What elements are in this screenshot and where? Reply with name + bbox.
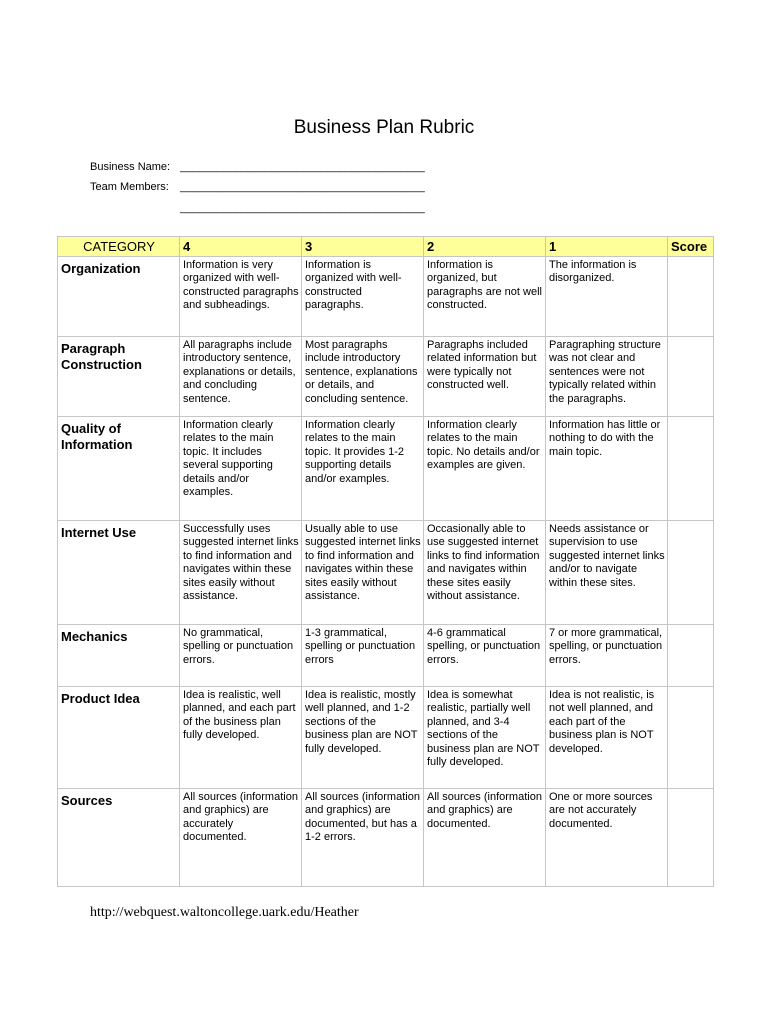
score-cell[interactable] [668,687,714,789]
header-level-3: 3 [302,237,424,257]
table-row [58,789,714,887]
table-cell: All paragraphs include introductory sentence, explanations or details, and concluding sentence. [180,337,302,417]
row-category: Paragraph Construction [58,337,180,417]
table-cell: 1-3 grammatical, spelling or punctuation errors [302,625,424,687]
table-header-row [58,237,714,257]
table-cell: Usually able to use suggested internet links to find information and navigates within these sites easily without assistance. [302,521,424,625]
table-row [58,337,714,417]
score-cell[interactable] [668,257,714,337]
table-cell: Information clearly relates to the main topic. It includes several supporting details and/or examples. [180,417,302,521]
row-category: Internet Use [58,521,180,625]
table-cell: Information is organized with well-constructed paragraphs. [302,257,424,337]
team-members-row [90,180,425,194]
table-cell: Idea is somewhat realistic, partially well planned, and 3-4 sections of the business plan are NOT fully developed. [424,687,546,789]
table-cell: One or more sources are not accurately documented. [546,789,668,887]
score-cell[interactable] [668,417,714,521]
table-row [58,521,714,625]
table-cell: All sources (information and graphics) are accurately documented. [180,789,302,887]
table-row [58,687,714,789]
row-category: Product Idea [58,687,180,789]
table-cell: 7 or more grammatical, spelling, or punctuation errors. [546,625,668,687]
row-category: Sources [58,789,180,887]
table-cell: Paragraphs included related information but were typically not constructed well. [424,337,546,417]
row-category: Organization [58,257,180,337]
business-name-label: Business Name: [90,161,171,173]
team-members-blank-2: ________________________________________ [180,202,425,214]
table-cell: No grammatical, spelling or punctuation errors. [180,625,302,687]
header-category: CATEGORY [58,237,180,257]
row-category: Mechanics [58,625,180,687]
business-name-blank: ________________________________________ [180,161,425,173]
header-level-4: 4 [180,237,302,257]
team-members-row-2 [90,201,425,215]
table-cell: Idea is realistic, mostly well planned, and 1-2 sections of the business plan are NOT fully developed. [302,687,424,789]
table-cell: 4-6 grammatical spelling, or punctuation errors. [424,625,546,687]
business-name-row [90,160,425,174]
score-cell[interactable] [668,625,714,687]
row-category: Quality of Information [58,417,180,521]
table-cell: Information is very organized with well-constructed paragraphs and subheadings. [180,257,302,337]
table-cell: Paragraphing structure was not clear and sentences were not typically related within the paragraphs. [546,337,668,417]
team-members-label: Team Members: [90,181,169,193]
page-title: Business Plan Rubric [293,117,475,138]
table-cell: Idea is realistic, well planned, and each part of the business plan fully developed. [180,687,302,789]
table-cell: Information has little or nothing to do with the main topic. [546,417,668,521]
table-cell: Idea is not realistic, is not well planned, and each part of the business plan is NOT developed. [546,687,668,789]
header-score: Score [668,237,714,257]
team-members-blank-1: ________________________________________ [180,181,425,193]
table-row [58,417,714,521]
table-row [58,257,714,337]
table-cell: Occasionally able to use suggested internet links to find information and navigates within these sites easily without assistance. [424,521,546,625]
table-cell: Most paragraphs include introductory sentence, explanations or details, and concluding sentence. [302,337,424,417]
rubric-table [57,236,714,887]
table-cell: Information clearly relates to the main topic. It provides 1-2 supporting details and/or examples. [302,417,424,521]
table-cell: All sources (information and graphics) are documented, but has a 1-2 errors. [302,789,424,887]
table-cell: Information clearly relates to the main topic. No details and/or examples are given. [424,417,546,521]
score-cell[interactable] [668,337,714,417]
score-cell[interactable] [668,789,714,887]
score-cell[interactable] [668,521,714,625]
table-cell: Needs assistance or supervision to use suggested internet links and/or to navigate within these sites. [546,521,668,625]
table-row [58,625,714,687]
table-cell: Information is organized, but paragraphs are not well constructed. [424,257,546,337]
header-level-2: 2 [424,237,546,257]
table-cell: The information is disorganized. [546,257,668,337]
header-level-1: 1 [546,237,668,257]
table-cell: All sources (information and graphics) are documented. [424,789,546,887]
table-cell: Successfully uses suggested internet links to find information and navigates within these sites easily without assistance. [180,521,302,625]
source-url[interactable]: http://webquest.waltoncollege.uark.edu/Heather [90,905,359,920]
